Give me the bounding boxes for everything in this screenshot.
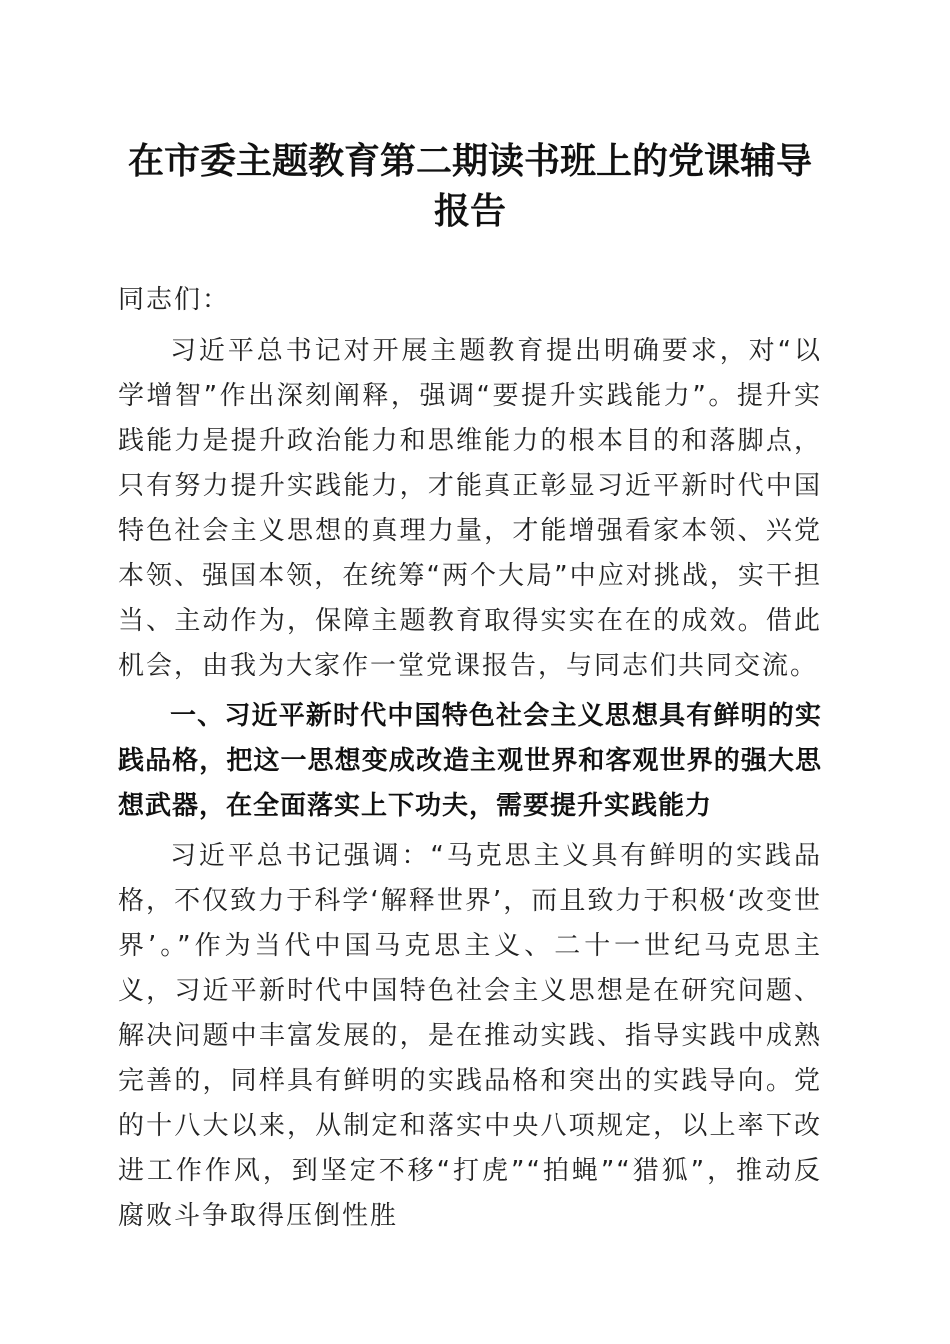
section-paragraph-1: 习近平总书记强调：“马克思主义具有鲜明的实践品格，不仅致力于科学‘解释世界’，而且致力于积极‘改变世界’。”作为当代中国马克思主义、二十一世纪马克思主义，习近平新时代中国特色社会主义思想是在研究问题、解决问题中丰富发展的，是在推动实践、指导实践中成熟完善的，同样具有鲜明的实践品格和突出的实践导向。党的十八大以来，从制定和落实中央八项规定，以上率下改进工作作风，到坚定不移“打虎”“拍蝇”“猎狐”，推动反腐败斗争取得压倒性胜 — [118, 841, 822, 1231]
intro-paragraph: 习近平总书记对开展主题教育提出明确要求，对“以学增智”作出深刻阐释，强调“要提升实践能力”。提升实践能力是提升政治能力和思维能力的根本目的和落脚点，只有努力提升实践能力，才能真正彰显习近平新时代中国特色社会主义思想的真理力量，才能增强看家本领、兴党本领、强国本领，在统筹“两个大局”中应对挑战，实干担当、主动作为，保障主题教育取得实实在在的成效。借此机会，由我为大家作一堂党课报告，与同志们共同交流。 — [118, 336, 822, 681]
section-heading-1: 一、习近平新时代中国特色社会主义思想具有鲜明的实践品格，把这一思想变成改造主观世界和客观世界的强大思想武器，在全面落实上下功夫，需要提升实践能力 — [118, 701, 822, 821]
salutation: 同志们： — [118, 285, 231, 315]
document-body — [118, 278, 822, 1239]
document-title: 在市委主题教育第二期读书班上的党课辅导报告 — [127, 140, 812, 232]
document-page — [118, 0, 822, 1244]
